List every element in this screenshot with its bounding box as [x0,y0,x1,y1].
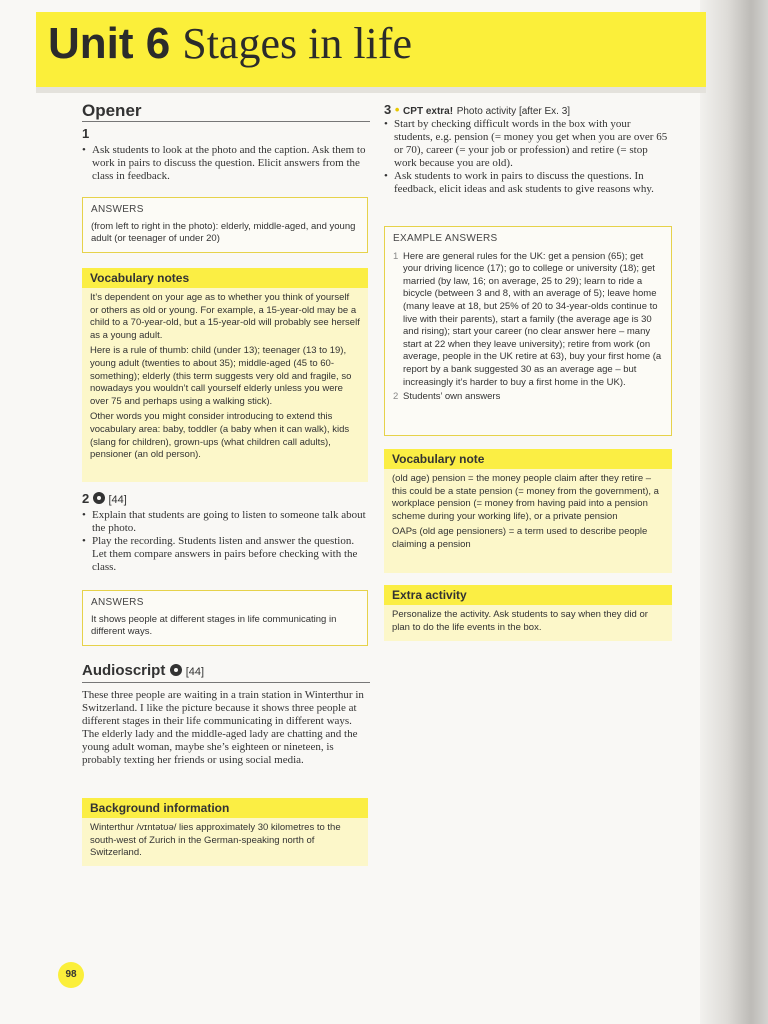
exercise-2-bullet-2: • Play the recording. Students listen and answer the question. Let them compare answers in pairs before checking with the class. [92,535,368,574]
example-answer-1 [393,251,663,390]
answers-text: (from left to right in the photo): elderly, middle-aged, and young adult (or teenager of under 20) [91,220,356,245]
exercise-2-heading [82,491,127,506]
exercise-3-bullet-2: • Ask students to work in pairs to discuss the questions. In feedback, elicit ideas and ask students to give reasons why. [394,170,672,196]
vocabulary-notes-heading: Vocabulary notes [82,268,368,288]
audioscript-rule [82,682,370,683]
banner-underline [36,87,706,93]
extra-activity-heading: Extra activity [384,585,672,605]
extra-activity-box [384,585,672,641]
page-number: 98 [58,962,84,988]
bullet-dot-icon: • [394,102,400,117]
vocabulary-note-box [384,449,672,573]
opener-heading: Opener [82,101,142,120]
extra-activity-text: Personalize the activity. Ask students to say when they did or plan to do the life events in the box. [392,609,648,633]
vocabulary-notes-p2: Here is a rule of thumb: child (under 13); teenager (13 to 19), young adult (twenties to about 35); middle-aged (45 to 60-something); elderly (this term suggests very old and fragile, so nowadays you wouldn’t call yourself elderly unless you were over 75 and perhaps using a walking stick). [90,345,352,407]
answers-label: ANSWERS [91,204,144,215]
audioscript-text: These three people are waiting in a train station in Winterthur in Switzerland. I like the picture because it shows three people at different stages in their life communicating in different ways. The elderly lady and the middle-aged lady are chatting and the young adult woman, maybe she’s eighteen or nineteen, is probably texting her friends or using social media. [82,689,364,766]
example-answers-label: EXAMPLE ANSWERS [393,233,498,244]
exercise-1-bullet: • Ask students to look at the photo and the caption. Ask them to work in pairs to discuss the question. Elicit answers from the class in feedback. [92,144,368,183]
exercise-3-number: 3 [384,102,392,117]
cpt-extra-label: CPT extra! [403,106,454,117]
exercise-1-number: 1 [82,126,90,141]
background-information-heading: Background information [82,798,368,818]
background-information-box [82,798,368,866]
exercise-3-bullet-1: • Start by checking difficult words in the box with your students, e.g. pension (= money you get when you are over 65 or 70), career (= your job or profession) and retire (= stop work because you are old). [394,118,672,170]
exercise-2-track: [44] [108,494,127,506]
vocabulary-note-p2: OAPs (old age pensioners) = a term used to describe people claiming a pension [392,526,648,550]
answers-label: ANSWERS [91,597,144,608]
exercise-2-bullet-1: • Explain that students are going to listen to someone talk about the photo. [92,509,368,535]
example-answer-1-number: 1 [393,250,399,262]
exercise-2-instructions [82,509,368,574]
audioscript-title: Audioscript [82,662,166,679]
exercise-3-instructions [384,118,672,196]
vocabulary-note-p1: (old age) pension = the money people claim after they retire – this could be a state pension (= money from the government), a workplace pension (= money from having paid into a pension scheme during your working life), or a private pension [392,473,659,522]
example-answer-2-number: 2 [393,391,399,403]
exercise-3-subtitle: Photo activity [after Ex. 3] [456,106,571,117]
audioscript-heading [82,662,204,679]
unit-name: Stages in life [182,19,412,68]
page-spine-shadow [700,0,768,1024]
unit-title [48,18,412,70]
example-answer-2-text: Students’ own answers [403,391,501,403]
exercise-1-answers-box [82,197,368,253]
audio-disc-icon [93,492,105,504]
example-answer-2 [393,391,663,404]
unit-number: Unit 6 [48,19,171,68]
answers-text: It shows people at different stages in life communicating in different ways. [91,613,337,638]
exercise-3-heading [384,102,570,117]
audio-disc-icon [170,664,182,676]
opener-rule [82,121,370,122]
audioscript-track: [44] [185,666,205,678]
example-answers-box [384,226,672,436]
exercise-2-answers-box [82,590,368,646]
background-information-text: Winterthur /vɪntətʊə/ lies approximately 30 kilometres to the south-west of Zurich in the German-speaking north of Switzerland. [90,822,341,859]
exercise-2-number: 2 [82,491,90,506]
vocabulary-notes-p1: It’s dependent on your age as to whether you think of yourself or others as old or young. For example, a 15-year-old may be a child to a 70-year-old, but a 15-year-old will probably see herself as a young adult. [90,292,360,341]
vocabulary-notes-box [82,268,368,482]
example-answer-1-text: Here are general rules for the UK: get a pension (65); get your driving licence (17); go to college or university (18); get married (by law, 16; on average, 25 to 29); learn to ride a bicycle (between 3 and 8, with an average of 5); leave home (many leave at 18, but 25% of 20 to 34-year-olds continue to live with their parents), start a family (the average age is 30 and rising); start your career (no clear answer here – many start at 22 when they leave university); retire from work (on average, people in the UK retire at 63), buy your first home (a report by a bank suggested 30 as an average age – but increasingly it’s harder to buy a first home in the UK). [403,250,662,388]
vocabulary-note-heading: Vocabulary note [384,449,672,469]
exercise-1-instructions [82,144,368,183]
vocabulary-notes-p3: Other words you might consider introducing to extend this vocabulary area: baby, toddler (a baby when it can walk), kids (slang for children), grown-ups (what children call adults), pensioner (an old person). [90,411,350,461]
